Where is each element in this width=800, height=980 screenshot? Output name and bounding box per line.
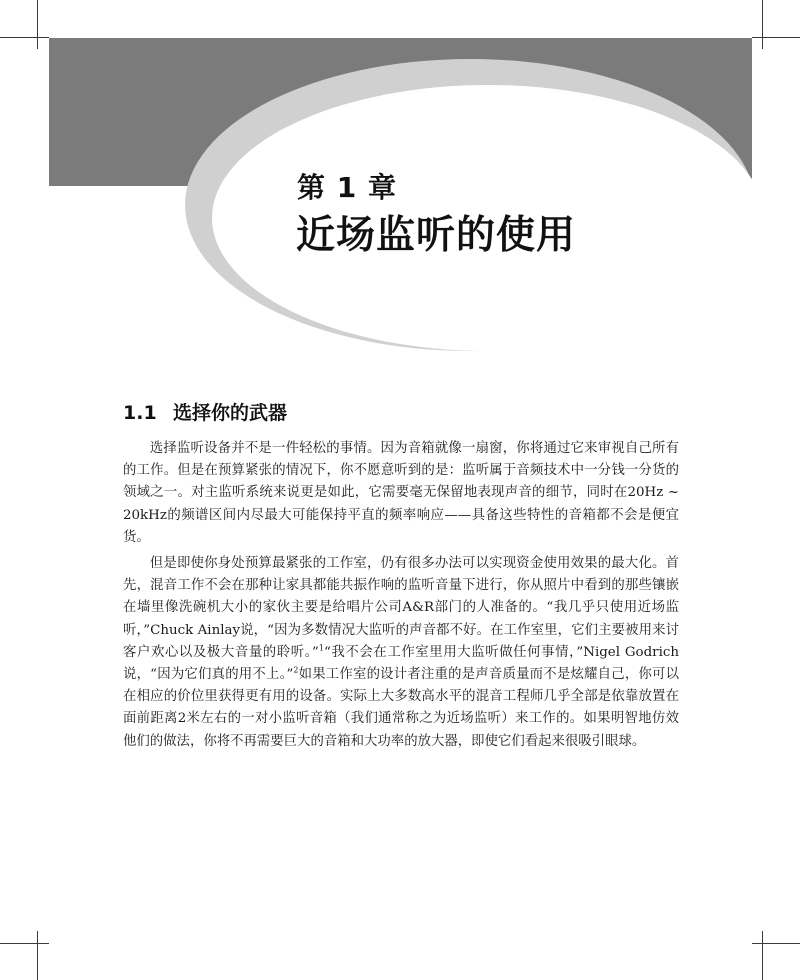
- crop-mark-bottom-left-v: [37, 931, 38, 980]
- crop-mark-bottom-right-v: [762, 931, 763, 980]
- crop-mark-bottom-right-h: [752, 943, 800, 944]
- section-heading: [123, 398, 287, 425]
- paragraph-1: [123, 438, 679, 549]
- chapter-oval-decoration: [0, 0, 800, 400]
- chapter-number: 第 1 章: [297, 171, 397, 204]
- section-title: 选择你的武器: [173, 402, 288, 424]
- footnote-ref-2[interactable]: 2: [293, 665, 299, 675]
- chapter-title: 近场监听的使用: [296, 213, 577, 258]
- body-text: [123, 438, 679, 757]
- crop-mark-bottom-left-h: [0, 943, 49, 944]
- paragraph-2-part3: 如果工作室的设计者注重的是声音质量而不是炫耀自己，你可以在相应的价位里获得更有用的设备。实际上大多数高水平的混音工程师几乎全部是依靠放置在面前距离2米左右的一对小监听音箱（我们通常称之为近场监听）来工作的。如果明智地仿效他们的做法，你将不再需要巨大的音箱和大功率的放大器，即使它们看起来很吸引眼球。: [123, 667, 679, 749]
- paragraph-2-part1: 但是即使你身处预算最紧张的工作室，仍有很多办法可以实现资金使用效果的最大化。首先，混音工作不会在那种让家具都能共振作响的监听音量下进行，你从照片中看到的那些镶嵌在墙里像洗碗机大小的家伙主要是给唱片公司A&R部门的人准备的。“我几乎只使用近场监听，”Chuck Ainlay说，“因为多数情况大监听的声音都不好。在工作室里，它们主要被用来讨客户欢心以及极大音量的聆听。”: [123, 556, 679, 660]
- section-number: 1.1: [123, 402, 157, 424]
- paragraph-2: [123, 553, 679, 753]
- paragraph-2-part2: “我不会在工作室里用大监听做任何事情，”Nigel Godrich说，“因为它们真的用不上。”: [123, 644, 679, 683]
- paragraph-1-text: 选择监听设备并不是一件轻松的事情。因为音箱就像一扇窗，你将通过它来审视自己所有的工作。但是在预算紧张的情况下，你不愿意听到的是：监听属于音频技术中一分钱一分货的领域之一。对主监听系统来说更是如此，它需要毫无保留地表现声音的细节，同时在20Hz ~ 20kHz的频谱区间内尽最大可能保持平直的频率响应——具备这些特性的音箱都不会是便宜货。: [123, 441, 679, 545]
- footnote-ref-1[interactable]: 1: [318, 643, 324, 653]
